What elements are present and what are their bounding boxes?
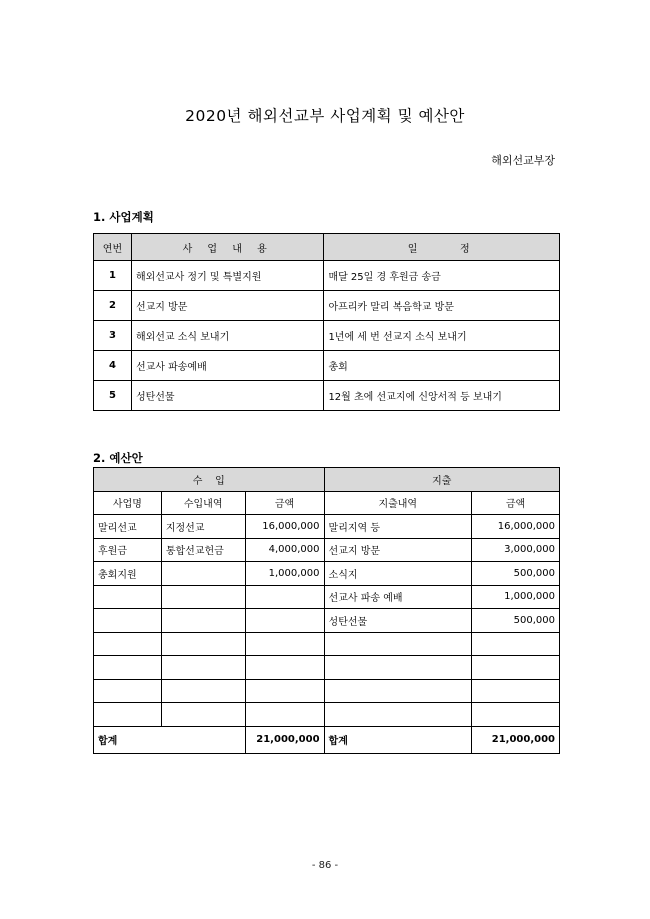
plan-content-cell: 선교사 파송예배 — [131, 351, 324, 381]
budget-income-item-cell: 통합선교헌금 — [161, 538, 245, 562]
expense-total-amount: 21,000,000 — [472, 726, 560, 753]
budget-project-cell: 총회지원 — [94, 562, 162, 586]
budget-project-cell: 후원금 — [94, 538, 162, 562]
budget-sub-header-row — [94, 491, 560, 515]
plan-content-cell: 해외선교 소식 보내기 — [131, 321, 324, 351]
income-total-amount: 21,000,000 — [245, 726, 324, 753]
plan-no-cell: 5 — [94, 381, 132, 411]
plan-schedule-cell: 1년에 세 번 선교지 소식 보내기 — [324, 321, 560, 351]
budget-expense-amount-cell: 500,000 — [472, 562, 560, 586]
plan-no-cell: 3 — [94, 321, 132, 351]
budget-income-item-cell — [161, 609, 245, 633]
plan-row — [94, 261, 560, 291]
budget-row — [94, 703, 560, 727]
budget-project-cell — [94, 585, 162, 609]
budget-project-cell — [94, 679, 162, 703]
plan-row — [94, 381, 560, 411]
budget-income-amount-cell: 1,000,000 — [245, 562, 324, 586]
budget-row — [94, 609, 560, 633]
plan-row — [94, 321, 560, 351]
budget-expense-amount-cell: 3,000,000 — [472, 538, 560, 562]
plan-schedule-cell: 12월 초에 선교지에 신앙서적 등 보내기 — [324, 381, 560, 411]
budget-income-item-cell: 지정선교 — [161, 515, 245, 539]
budget-income-amount-cell: 4,000,000 — [245, 538, 324, 562]
budget-income-item-cell — [161, 703, 245, 727]
section-heading-plan: 1. 사업계획 — [93, 210, 154, 224]
budget-income-item-cell — [161, 632, 245, 656]
budget-project-cell — [94, 656, 162, 680]
budget-row — [94, 632, 560, 656]
budget-income-amount-cell — [245, 609, 324, 633]
budget-income-amount-cell: 16,000,000 — [245, 515, 324, 539]
col-income-item: 수입내역 — [161, 491, 245, 515]
col-expense-item: 지출내역 — [324, 491, 472, 515]
budget-row — [94, 538, 560, 562]
plan-header-schedule: 일 정 — [324, 234, 560, 261]
department-label: 해외선교부장 — [491, 154, 555, 167]
budget-expense-item-cell: 성탄선물 — [324, 609, 472, 633]
budget-expense-amount-cell — [472, 703, 560, 727]
budget-expense-item-cell — [324, 632, 472, 656]
plan-row — [94, 351, 560, 381]
plan-table — [93, 233, 560, 411]
budget-expense-item-cell — [324, 703, 472, 727]
budget-project-cell — [94, 609, 162, 633]
plan-schedule-cell: 총회 — [324, 351, 560, 381]
budget-row — [94, 656, 560, 680]
budget-expense-item-cell: 말리지역 등 — [324, 515, 472, 539]
budget-income-item-cell — [161, 679, 245, 703]
budget-income-amount-cell — [245, 703, 324, 727]
budget-expense-item-cell: 선교사 파송 예배 — [324, 585, 472, 609]
plan-header-row — [94, 234, 560, 261]
budget-row — [94, 679, 560, 703]
budget-income-amount-cell — [245, 679, 324, 703]
budget-expense-amount-cell — [472, 632, 560, 656]
plan-header-content: 사 업 내 용 — [131, 234, 324, 261]
expense-header: 지출 — [324, 468, 559, 492]
income-total-label: 합계 — [94, 726, 246, 753]
budget-income-amount-cell — [245, 656, 324, 680]
budget-income-amount-cell — [245, 632, 324, 656]
plan-row — [94, 291, 560, 321]
budget-expense-amount-cell: 500,000 — [472, 609, 560, 633]
plan-content-cell: 선교지 방문 — [131, 291, 324, 321]
plan-schedule-cell: 아프리카 말리 복음학교 방문 — [324, 291, 560, 321]
budget-row — [94, 515, 560, 539]
budget-expense-amount-cell: 16,000,000 — [472, 515, 560, 539]
budget-row — [94, 562, 560, 586]
budget-project-cell — [94, 632, 162, 656]
budget-table — [93, 467, 560, 754]
budget-project-cell — [94, 703, 162, 727]
budget-income-item-cell — [161, 656, 245, 680]
plan-no-cell: 4 — [94, 351, 132, 381]
plan-schedule-cell: 매달 25일 경 후원금 송금 — [324, 261, 560, 291]
budget-row — [94, 585, 560, 609]
budget-income-item-cell — [161, 585, 245, 609]
budget-expense-item-cell: 선교지 방문 — [324, 538, 472, 562]
page-title: 2020년 해외선교부 사업계획 및 예산안 — [185, 107, 465, 125]
budget-expense-amount-cell — [472, 679, 560, 703]
col-expense-amount: 금액 — [472, 491, 560, 515]
col-project: 사업명 — [94, 491, 162, 515]
budget-total-row — [94, 726, 560, 753]
budget-project-cell: 말리선교 — [94, 515, 162, 539]
expense-total-label: 합계 — [324, 726, 472, 753]
plan-header-no: 연번 — [94, 234, 132, 261]
page-number: - 86 - — [311, 860, 339, 871]
plan-no-cell: 2 — [94, 291, 132, 321]
plan-content-cell: 해외선교사 정기 및 특별지원 — [131, 261, 324, 291]
budget-expense-amount-cell: 1,000,000 — [472, 585, 560, 609]
budget-income-amount-cell — [245, 585, 324, 609]
budget-expense-item-cell — [324, 656, 472, 680]
budget-income-item-cell — [161, 562, 245, 586]
plan-content-cell: 성탄선물 — [131, 381, 324, 411]
income-header: 수 입 — [94, 468, 325, 492]
budget-expense-item-cell: 소식지 — [324, 562, 472, 586]
budget-group-header-row — [94, 468, 560, 492]
col-income-amount: 금액 — [245, 491, 324, 515]
plan-no-cell: 1 — [94, 261, 132, 291]
budget-expense-amount-cell — [472, 656, 560, 680]
budget-expense-item-cell — [324, 679, 472, 703]
section-heading-budget: 2. 예산안 — [93, 451, 143, 465]
